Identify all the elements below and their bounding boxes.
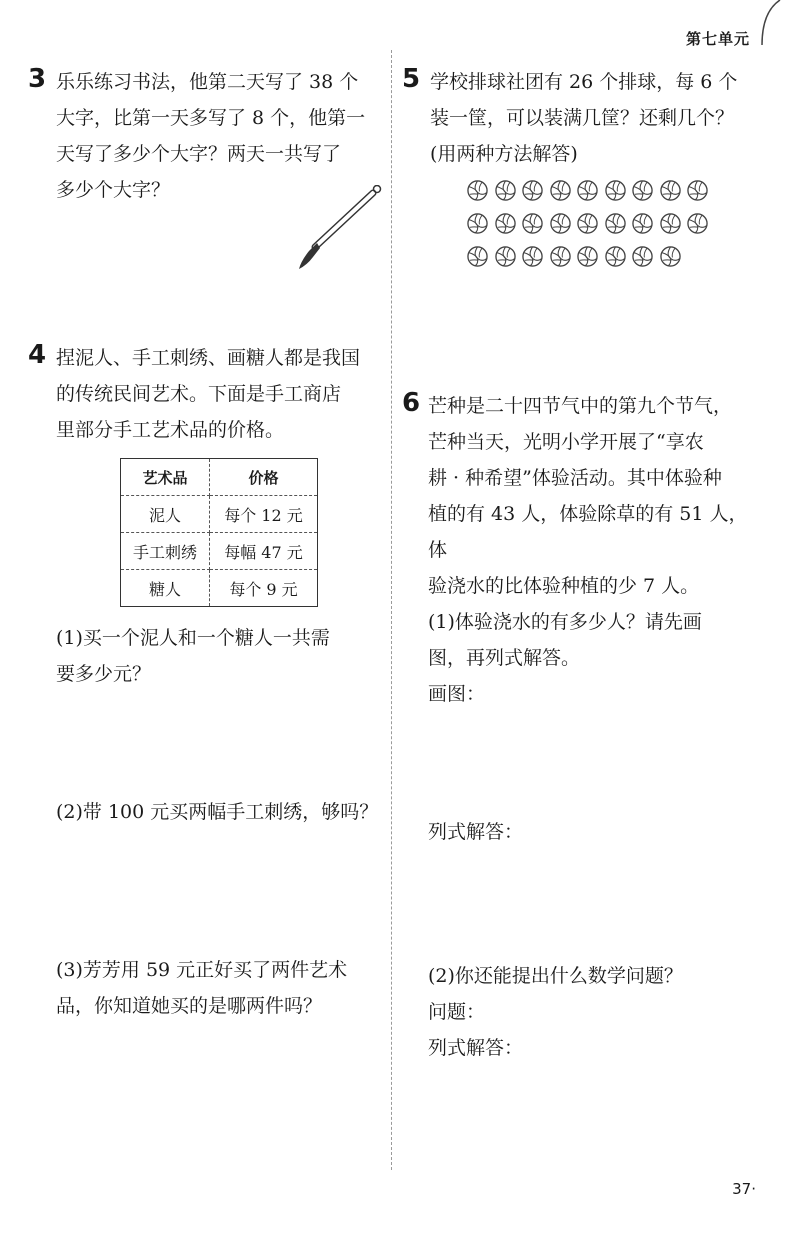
problem-text: 芒种是二十四节气中的第九个节气， 芒种当天，光明小学开展了“享农 耕 · 种希望”体验活动。其中体验种 植的有 43 人，体验除草的有 51 人，体 验浇水的比体验种植的少 7 人。 (1)体验浇水的有多少人？请先画 图，再列式解答。 画图： <box>428 395 748 705</box>
volleyball-icon <box>522 180 543 201</box>
corner-decoration <box>740 0 800 60</box>
volleyball-icon <box>660 180 681 201</box>
volleyball-icon <box>632 180 653 201</box>
table-header: 价格 <box>210 459 318 496</box>
problem-text: 学校排球社团有 26 个排球，每 6 个 装一筐，可以装满几筐？还剩几个？ (用两种方法解答) <box>430 71 738 165</box>
volleyball-icon <box>467 246 488 267</box>
volleyball-icon <box>632 213 653 234</box>
problem-number: 5 <box>402 64 421 94</box>
problem-text: 捏泥人、手工刺绣、画糖人都是我国 的传统民间艺术。下面是手工商店 里部分手工艺术品的价格。 <box>56 347 361 441</box>
question-6-2: (2)你还能提出什么数学问题？ 问题： 列式解答： <box>428 965 683 1059</box>
volleyball-icon <box>632 246 653 267</box>
volleyball-icon <box>550 180 571 201</box>
volleyball-icon <box>522 246 543 267</box>
table-row <box>121 496 318 533</box>
column-divider <box>391 50 392 1170</box>
problem-6 <box>402 388 762 712</box>
volleyball-icon <box>467 213 488 234</box>
volleyball-icon <box>687 213 708 234</box>
volleyball-icon <box>550 246 571 267</box>
table-row <box>121 533 318 570</box>
volleyball-icon <box>495 180 516 201</box>
volleyball-icon <box>577 180 598 201</box>
problem-number: 3 <box>28 64 47 94</box>
price-table <box>120 458 318 607</box>
volleyball-icon <box>577 213 598 234</box>
calligraphy-brush-icon <box>295 185 385 275</box>
solve-label: 列式解答： <box>428 821 524 843</box>
problem-text: 乐乐练习书法，他第二天写了 38 个 大字，比第一天多写了 8 个，他第一 天写了多少个大字？两天一共写了 多少个大字？ <box>56 71 366 201</box>
question-4-2: (2)带 100 元买两幅手工刺绣，够吗？ <box>56 801 379 823</box>
question-4-1: (1)买一个泥人和一个糖人一共需 要多少元？ <box>56 627 330 685</box>
table-cell: 每个 12 元 <box>210 496 318 533</box>
problem-5 <box>402 64 762 172</box>
page-number: 37· <box>732 1180 756 1198</box>
problem-4 <box>28 340 383 448</box>
volleyball-icon <box>577 246 598 267</box>
table-cell: 糖人 <box>121 570 210 607</box>
table-cell: 手工刺绣 <box>121 533 210 570</box>
volleyball-icon <box>605 246 626 267</box>
problem-number: 4 <box>28 340 47 370</box>
volleyball-icon <box>495 213 516 234</box>
problem-number: 6 <box>402 388 421 418</box>
question-4-3: (3)芳芳用 59 元正好买了两件艺术 品，你知道她买的是哪两件吗？ <box>56 959 348 1017</box>
table-cell: 泥人 <box>121 496 210 533</box>
table-header: 艺术品 <box>121 459 210 496</box>
volleyball-icon <box>495 246 516 267</box>
volleyball-icon <box>660 213 681 234</box>
volleyball-icon <box>522 213 543 234</box>
volleyball-icon <box>467 180 488 201</box>
table-row <box>121 570 318 607</box>
volleyball-icon <box>605 180 626 201</box>
volleyball-icon <box>605 213 626 234</box>
table-cell: 每个 9 元 <box>210 570 318 607</box>
table-cell: 每幅 47 元 <box>210 533 318 570</box>
volleyball-icon <box>687 180 708 201</box>
volleyball-icon <box>550 213 571 234</box>
volleyball-icon <box>660 246 681 267</box>
unit-title: 第七单元 <box>685 30 750 48</box>
